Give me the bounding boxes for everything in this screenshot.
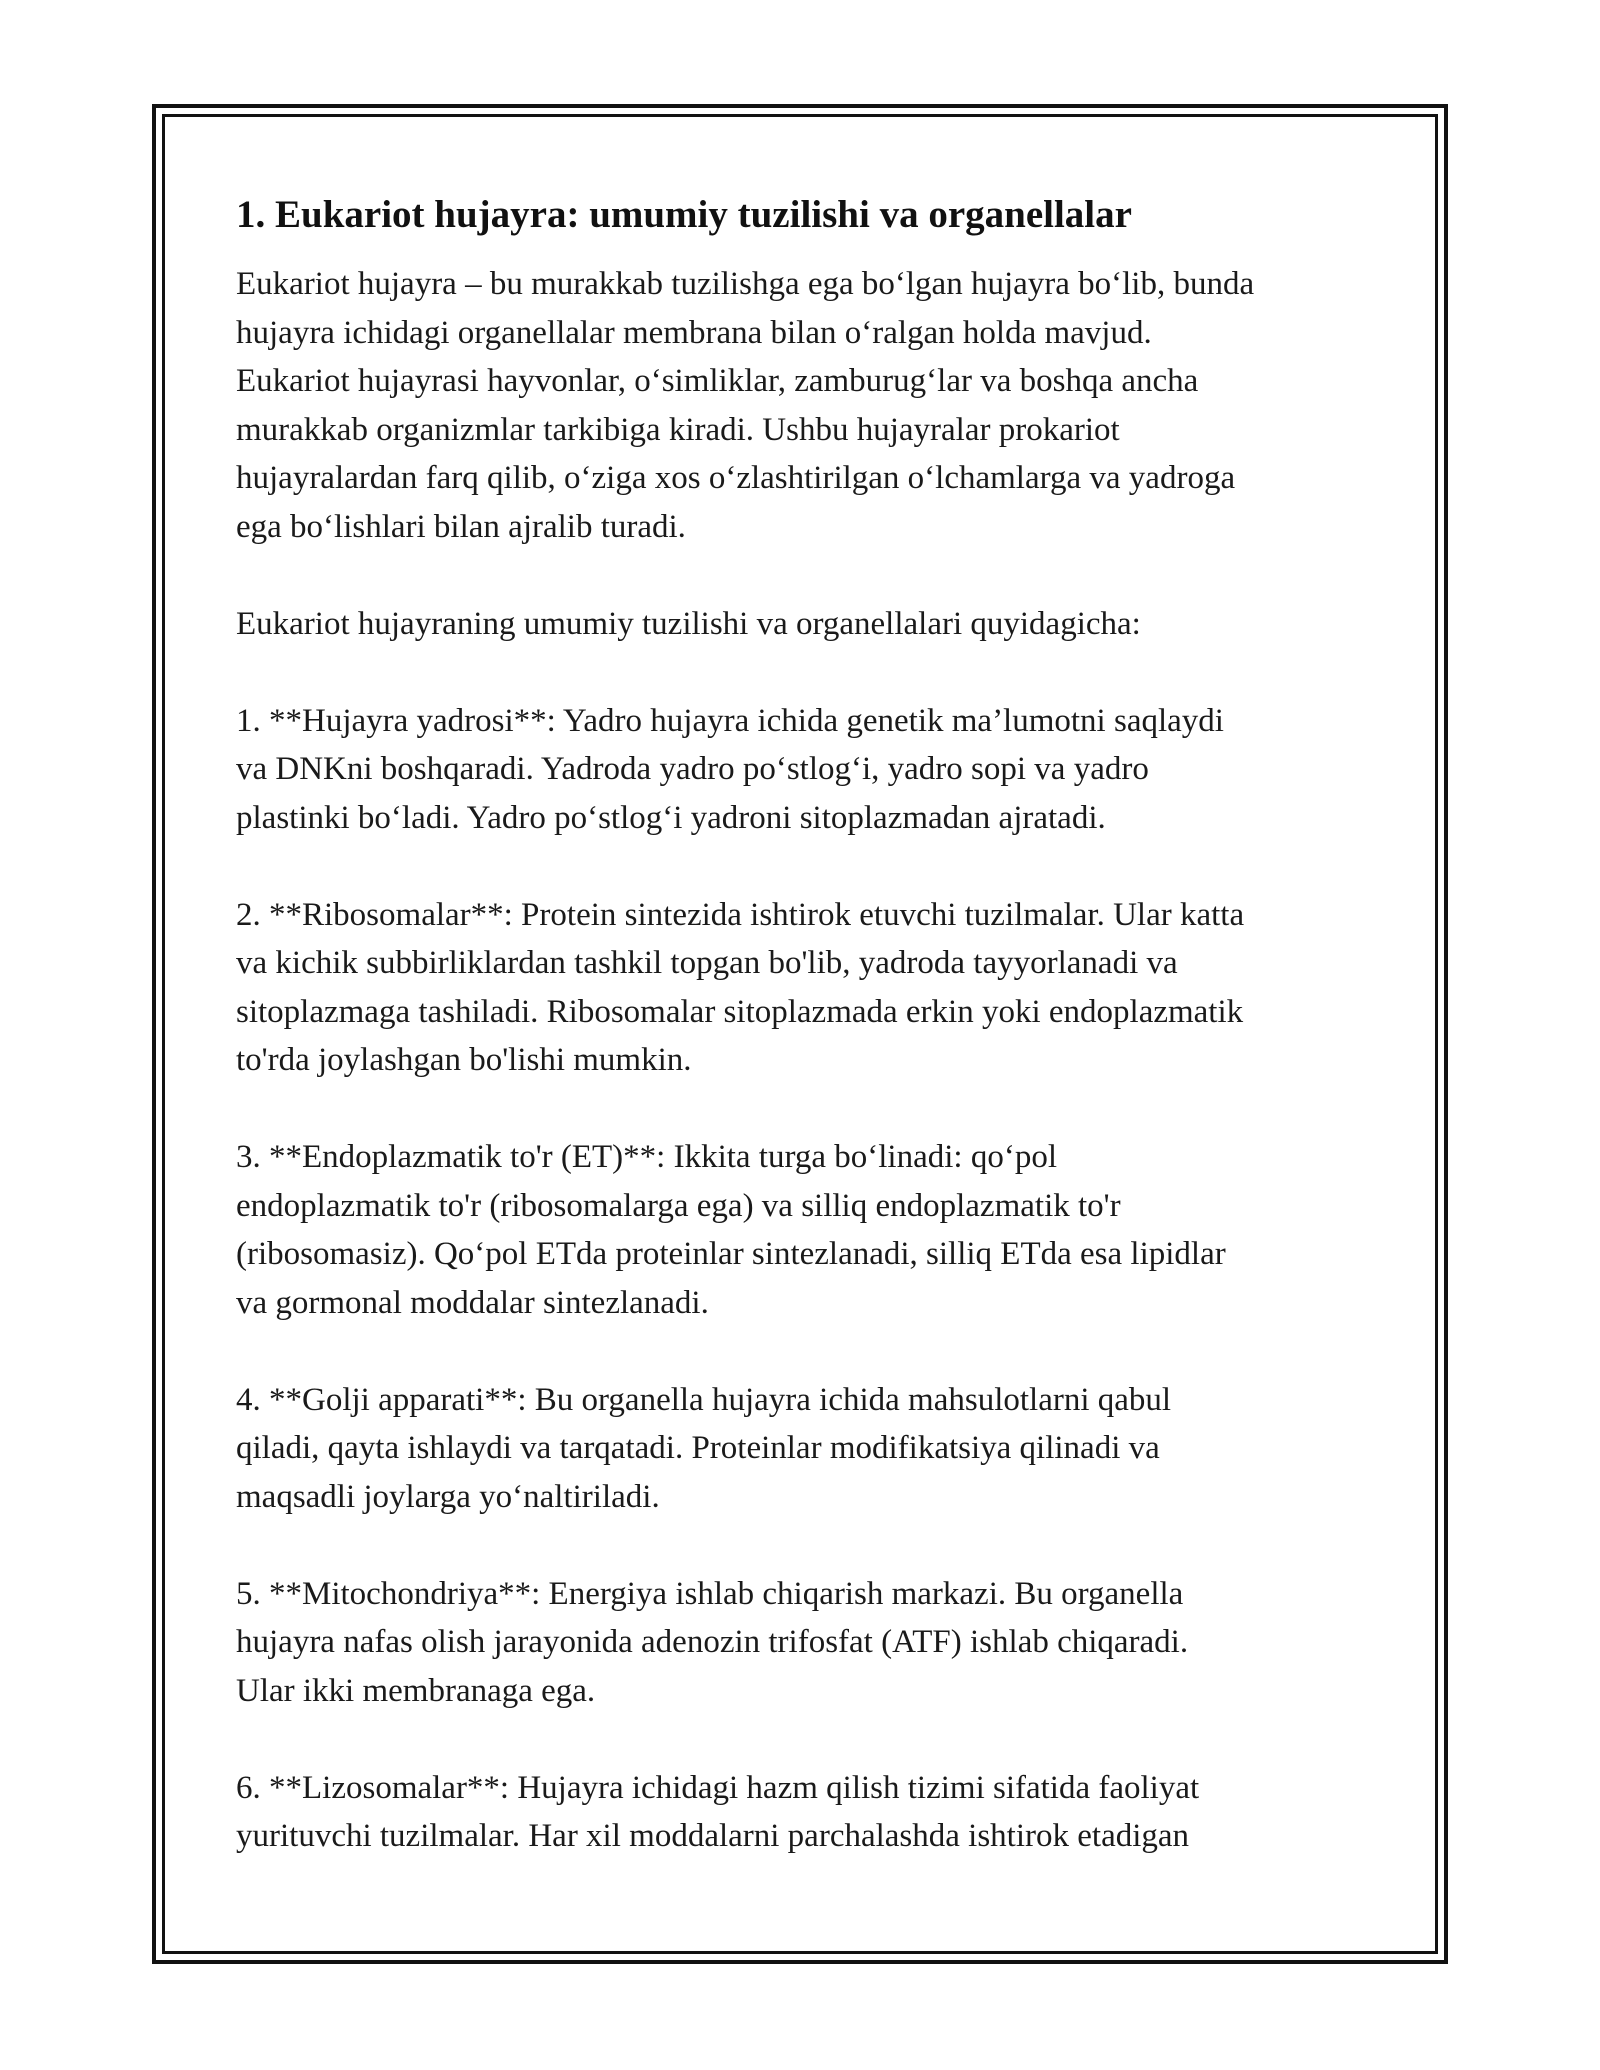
section-heading: 1. Eukariot hujayra: umumiy tuzilishi va organellalar [236,193,1132,236]
list-item-ribosomes: 2. **Ribosomalar**: Protein sintezida ishtirok etuvchi tuzilmalar. Ular katta va kichik subbirliklardan tashkil topgan bo'lib, yadroda tayyorlanadi va sitoplazmaga tashiladi. Ribosomalar sitoplazmada erkin yoki endoplazmatik to'rda joylashgan bo'lishi mumkin. [236,896,1245,1078]
list-item-mitochondria: 5. **Mitochondriya**: Energiya ishlab chiqarish markazi. Bu organella hujayra nafas olish jarayonida adenozin trifosfat (ATF) ishlab chiqaradi. Ular ikki membranaga ega. [236,1575,1189,1709]
document-body [236,188,1376,1861]
structure-intro-paragraph: Eukariot hujayraning umumiy tuzilishi va organellalari quyidagicha: [236,605,1141,642]
list-item-golgi: 4. **Golji apparati**: Bu organella hujayra ichida mahsulotlarni qabul qiladi, qayta ishlaydi va tarqatadi. Proteinlar modifikatsiya qilinadi va maqsadli joylarga yo‘naltiriladi. [236,1381,1172,1515]
intro-paragraph: Eukariot hujayra – bu murakkab tuzilishga ega bo‘lgan hujayra bo‘lib, bunda hujayra ichidagi organellalar membrana bilan o‘ralgan holda mavjud. Eukariot hujayrasi hayvonlar, o‘simliklar, zamburug‘lar va boshqa ancha murakkab organizmlar tarkibiga kiradi. Ushbu hujayralar prokariot hujayralardan farq qilib, o‘ziga xos o‘zlashtirilgan o‘lchamlarga va yadroga ega bo‘lishlari bilan ajralib turadi. [236,266,1255,545]
list-item-nucleus: 1. **Hujayra yadrosi**: Yadro hujayra ichida genetik ma’lumotni saqlaydi va DNKni boshqaradi. Yadroda yadro po‘stlog‘i, yadro sopi va yadro plastinki bo‘ladi. Yadro po‘stlog‘i yadroni sitoplazmadan ajratadi. [236,702,1224,836]
list-item-endoplasmic-reticulum: 3. **Endoplazmatik to'r (ET)**: Ikkita turga bo‘linadi: qo‘pol endoplazmatik to'r (ribosomalarga ega) va silliq endoplazmatik to'r (ribosomasiz). Qo‘pol ETda proteinlar sintezlanadi, silliq ETda esa lipidlar va gormonal moddalar sintezlanadi. [236,1139,1226,1321]
list-item-lysosomes: 6. **Lizosomalar**: Hujayra ichidagi hazm qilish tizimi sifatida faoliyat yurituvchi tuzilmalar. Har xil moddalarni parchalashda ishtirok etadigan [236,1769,1200,1854]
